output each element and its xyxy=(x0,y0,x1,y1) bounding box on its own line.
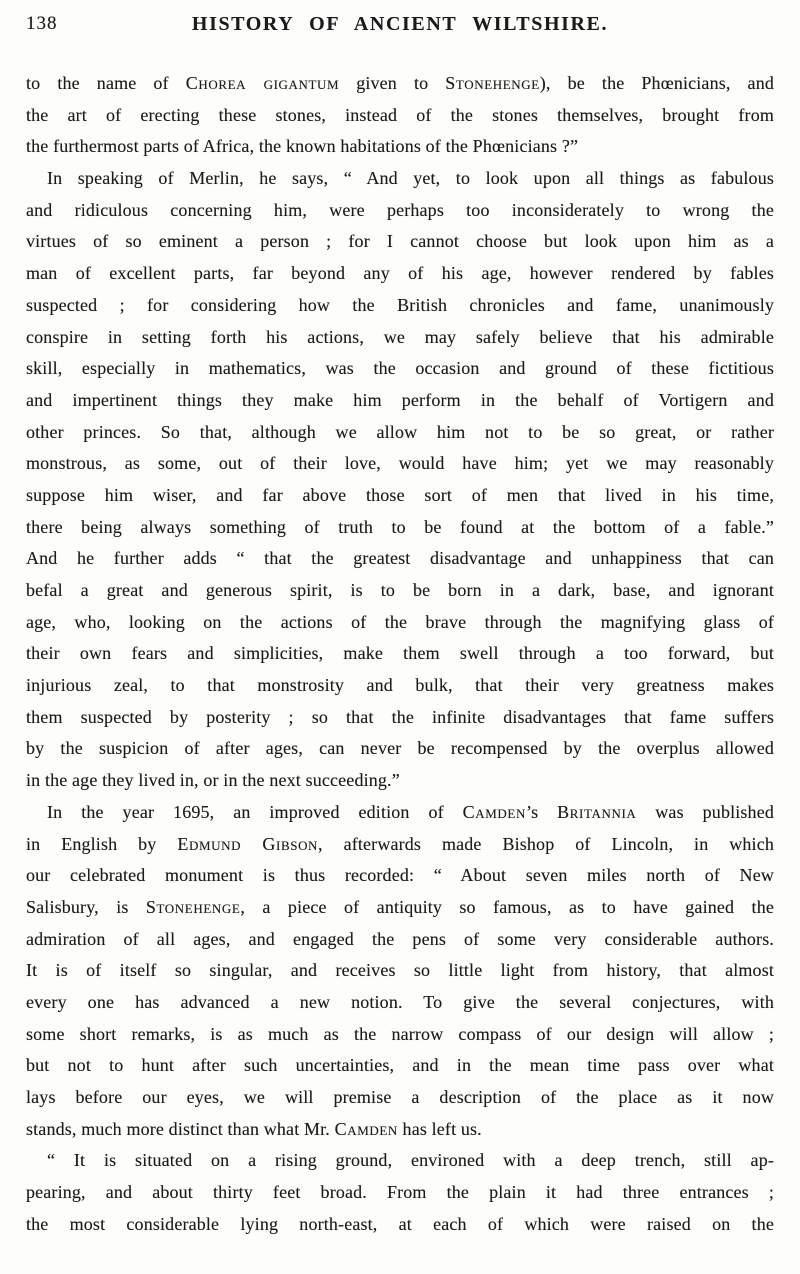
body-text: It is of itself so singular, and receives so little light from history, that almost xyxy=(26,960,774,981)
text-line xyxy=(26,765,774,797)
text-line xyxy=(26,1114,774,1146)
body-text: Salisbury, is xyxy=(26,896,146,917)
body-text: was published xyxy=(636,801,774,822)
text-line xyxy=(26,860,774,892)
body-text: the most considerable lying north-east, at each of which were raised on the xyxy=(26,1213,774,1234)
text-line xyxy=(26,702,774,734)
page-header-row xyxy=(0,0,800,47)
body-text: , afterwards made Bishop of Lincoln, in which xyxy=(318,833,774,854)
body-text: virtues of so eminent a person ; for I cannot choose but look upon him as a xyxy=(26,231,774,252)
body-text: other princes. So that, although we allow him not to be so great, or rather xyxy=(26,421,774,442)
text-line xyxy=(26,733,774,765)
text-line xyxy=(26,670,774,702)
body-text: befal a great and generous spirit, is to be born in a dark, base, and ignorant xyxy=(26,580,774,600)
page-body xyxy=(0,68,800,1240)
small-caps-text: Camden xyxy=(334,1118,398,1139)
body-text: but not to hunt after such uncertainties, and in the mean time pass over what xyxy=(26,1055,774,1076)
body-text: in the age they lived in, or in the next succeeding.” xyxy=(26,770,400,791)
text-line xyxy=(26,131,774,163)
body-text: every one has advanced a new notion. To give the several conjectures, with xyxy=(26,991,774,1012)
text-line xyxy=(26,258,774,290)
text-line xyxy=(26,1177,774,1209)
text-line xyxy=(26,417,774,449)
text-line xyxy=(26,448,774,480)
body-text: admiration of all ages, and engaged the pens of some very considerable authors. xyxy=(26,928,774,949)
text-line xyxy=(26,1019,774,1051)
body-text: by the suspicion of after ages, can never be recompensed by the overplus allowed xyxy=(26,738,774,759)
body-text: and ridiculous concerning him, were perhaps too inconsiderately to wrong the xyxy=(26,199,774,220)
body-text: monstrous, as some, out of their love, would have him; yet we may reasonably xyxy=(26,453,774,474)
text-line xyxy=(26,195,774,227)
small-caps-text: Stonehenge xyxy=(145,896,241,917)
body-text: In speaking of Merlin, he says, “ And yet, to look upon all things as fabulous xyxy=(47,168,774,189)
body-text: the furthermost parts of Africa, the known habitations of the Phœnicians ?” xyxy=(26,136,579,157)
text-line xyxy=(26,290,774,322)
body-text: skill, especially in mathematics, was the occasion and ground of these fictitious xyxy=(26,358,774,379)
text-line xyxy=(26,829,774,861)
body-text: ’s xyxy=(525,801,558,822)
body-text: some short remarks, is as much as the narrow compass of our design will allow ; xyxy=(26,1023,774,1044)
body-text: “ It is situated on a rising ground, environed with a deep trench, still ap- xyxy=(47,1150,774,1171)
body-text: in English by xyxy=(26,833,178,854)
small-caps-text: Stonehenge xyxy=(445,73,540,93)
body-text: their own fears and simplicities, make them swell through a too forward, but xyxy=(26,643,774,664)
text-line xyxy=(26,543,774,575)
body-text: pearing, and about thirty feet broad. From the plain it had three entrances ; xyxy=(26,1182,774,1203)
body-text: and impertinent things they make him perform in the behalf of Vortigern and xyxy=(26,389,774,410)
text-line xyxy=(26,385,774,417)
text-line xyxy=(26,100,774,132)
running-head-title: HISTORY OF ANCIENT WILTSHIRE. xyxy=(191,13,609,35)
body-text: the art of erecting these stones, instead of the stones themselves, brought from xyxy=(26,104,774,125)
body-text: given to xyxy=(339,73,446,93)
text-line xyxy=(26,955,774,987)
body-text: suspected ; for considering how the British chronicles and fame, unanimously xyxy=(26,294,774,315)
body-text: man of excellent parts, far beyond any of his age, however rendered by fables xyxy=(26,263,774,284)
text-line xyxy=(26,1082,774,1114)
small-caps-text: Camden xyxy=(462,801,526,822)
text-line xyxy=(26,480,774,512)
text-line xyxy=(26,512,774,544)
page-number: 138 xyxy=(26,13,58,34)
body-text: stands, much more distinct than what Mr. xyxy=(26,1118,335,1139)
text-line xyxy=(26,1050,774,1082)
text-line xyxy=(26,607,774,639)
text-line xyxy=(26,924,774,956)
small-caps-text: Edmund Gibson xyxy=(177,833,319,854)
text-line xyxy=(26,68,774,100)
body-text: to the name of xyxy=(26,73,186,93)
text-line xyxy=(26,1209,774,1241)
text-line xyxy=(26,892,774,924)
body-text: And he further adds “ that the greatest disadvantage and unhappiness that can xyxy=(26,548,774,569)
body-text: our celebrated monument is thus recorded: “ About seven miles north of New xyxy=(26,865,774,886)
text-line xyxy=(26,1145,774,1177)
small-caps-text: Chorea gigantum xyxy=(185,73,340,93)
small-caps-text: Britannia xyxy=(557,801,637,822)
body-text: conspire in setting forth his actions, we may safely believe that his admirable xyxy=(26,326,774,347)
body-text: has left us. xyxy=(397,1118,482,1139)
body-text: age, who, looking on the actions of the brave through the magnifying glass of xyxy=(26,611,774,632)
text-line xyxy=(26,226,774,258)
text-line xyxy=(26,322,774,354)
text-line xyxy=(26,797,774,829)
text-line xyxy=(26,638,774,670)
body-text: lays before our eyes, we will premise a description of the place as it now xyxy=(26,1087,774,1107)
body-text: suppose him wiser, and far above those sort of men that lived in his time, xyxy=(26,484,774,505)
body-text: them suspected by posterity ; so that the infinite disadvantages that fame suffers xyxy=(26,706,774,727)
text-line xyxy=(26,987,774,1019)
text-line xyxy=(26,575,774,607)
body-text: , a piece of antiquity so famous, as to have gained the xyxy=(240,896,774,917)
body-text: there being always something of truth to be found at the bottom of a fable.” xyxy=(26,516,774,537)
body-text: ), be the Phœnicians, and xyxy=(539,73,774,93)
body-text: injurious zeal, to that monstrosity and bulk, that their very greatness makes xyxy=(26,675,774,696)
text-line xyxy=(26,353,774,385)
body-text: In the year 1695, an improved edition of xyxy=(47,801,463,822)
text-line xyxy=(26,163,774,195)
